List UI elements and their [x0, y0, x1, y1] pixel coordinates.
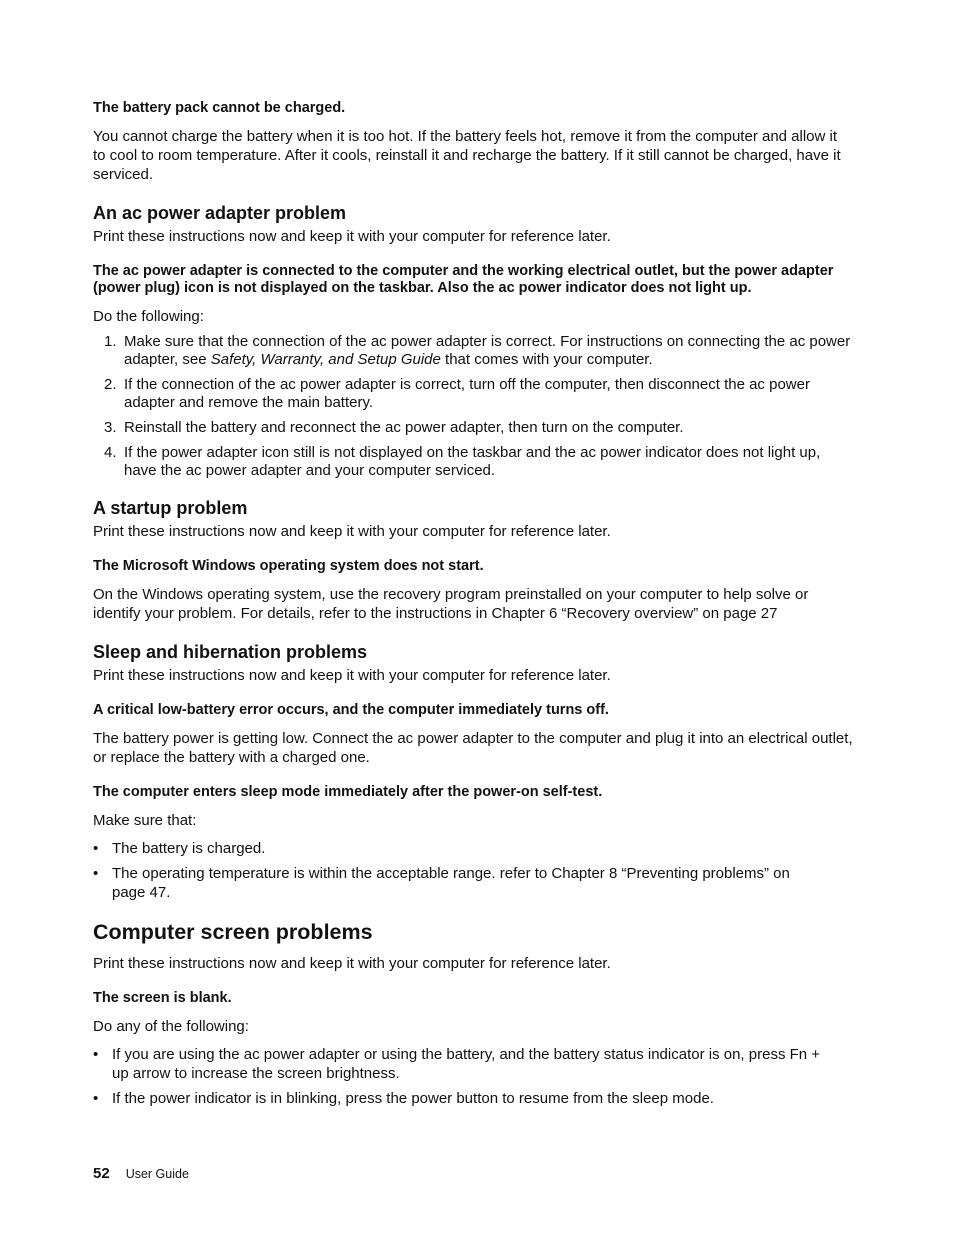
- bullet-text: If you are using the ac power adapter or using the battery, and the battery status indicator is on, press Fn + up arrow to increase the screen brightness.: [112, 1046, 821, 1082]
- startup-problem: The Microsoft Windows operating system does not start.: [93, 558, 484, 574]
- page-footer: [93, 1165, 189, 1182]
- step-text: If the power adapter icon still is not displayed on the taskbar and the ac power indicator does not light up, have the ac power adapter and your computer serviced.: [124, 444, 821, 479]
- guide-title: Safety, Warranty, and Setup Guide: [210, 351, 441, 368]
- startup-intro: Print these instructions now and keep it with your computer for reference later.: [93, 523, 611, 540]
- step-number: 2.: [104, 376, 117, 393]
- bullet-marker: •: [93, 840, 99, 857]
- step-text: If the connection of the ac power adapter is correct, turn off the computer, then disconnect the ac power adapter and remove the main battery.: [124, 376, 810, 411]
- step-text-pre: Make sure that the connection of the ac power adapter is correct. For instructions on connecting the ac power adapter, see: [124, 333, 851, 368]
- sleep-section-title: Sleep and hibernation problems: [93, 642, 368, 662]
- bullet-text: The operating temperature is within the acceptable range. refer to Chapter 8 “Preventing problems” on page 47.: [112, 865, 790, 901]
- step-text: Reinstall the battery and reconnect the ac power adapter, then turn on the computer.: [124, 419, 684, 436]
- screen-intro: Print these instructions now and keep it with your computer for reference later.: [93, 955, 611, 972]
- step-text-post: that comes with your computer.: [440, 351, 653, 368]
- sleep-problem-2: The computer enters sleep mode immediately after the power-on self-test.: [93, 784, 603, 800]
- ac-do-following: Do the following:: [93, 308, 204, 325]
- bullet-marker: •: [93, 1090, 99, 1107]
- ac-steps-list: [93, 333, 853, 480]
- sleep-make-sure: Make sure that:: [93, 812, 197, 829]
- screen-section-title: Computer screen problems: [93, 920, 373, 944]
- page-content: [93, 100, 853, 1118]
- list-item: [93, 376, 853, 412]
- list-item: [93, 419, 853, 437]
- sleep-bullet-list: [93, 839, 853, 902]
- startup-body: On the Windows operating system, use the recovery program preinstalled on your computer to help solve or identify your problem. For details, refer to the instructions in Chapter 6 “Recovery overview” on page 27: [93, 586, 809, 622]
- battery-heading: The battery pack cannot be charged.: [93, 100, 346, 116]
- sleep-problem-1: A critical low-battery error occurs, and the computer immediately turns off.: [93, 702, 609, 718]
- screen-do-any: Do any of the following:: [93, 1018, 249, 1035]
- step-number: 4.: [104, 444, 117, 461]
- step-number: 1.: [104, 333, 117, 350]
- list-item: [93, 1045, 853, 1083]
- list-item: [93, 839, 853, 858]
- bullet-text: If the power indicator is in blinking, press the power button to resume from the sleep mode.: [112, 1090, 714, 1107]
- sleep-body-1: The battery power is getting low. Connect the ac power adapter to the computer and plug it into an electrical outlet, or replace the battery with a charged one.: [93, 730, 853, 766]
- list-item: [93, 864, 853, 902]
- bullet-text: The battery is charged.: [112, 840, 266, 857]
- ac-problem: The ac power adapter is connected to the computer and the working electrical outlet, but the power adapter (power plug) icon is not displayed on the taskbar. Also the ac power indicator does not light up.: [93, 263, 834, 296]
- startup-section-title: A startup problem: [93, 498, 248, 518]
- step-number: 3.: [104, 419, 117, 436]
- bullet-marker: •: [93, 865, 99, 882]
- ac-section-title: An ac power adapter problem: [93, 203, 347, 223]
- screen-bullet-list: [93, 1045, 853, 1108]
- battery-body: You cannot charge the battery when it is too hot. If the battery feels hot, remove it from the computer and allow it to cool to room temperature. After it cools, reinstall it and recharge the battery. If it still cannot be charged, have it serviced.: [93, 128, 841, 183]
- list-item: [93, 1089, 853, 1108]
- ac-intro: Print these instructions now and keep it with your computer for reference later.: [93, 228, 611, 245]
- page-number: 52: [93, 1165, 110, 1182]
- list-item: [93, 333, 853, 369]
- list-item: [93, 444, 853, 480]
- screen-problem: The screen is blank.: [93, 990, 232, 1006]
- sleep-intro: Print these instructions now and keep it with your computer for reference later.: [93, 667, 611, 684]
- guide-name: User Guide: [125, 1167, 189, 1181]
- bullet-marker: •: [93, 1046, 99, 1063]
